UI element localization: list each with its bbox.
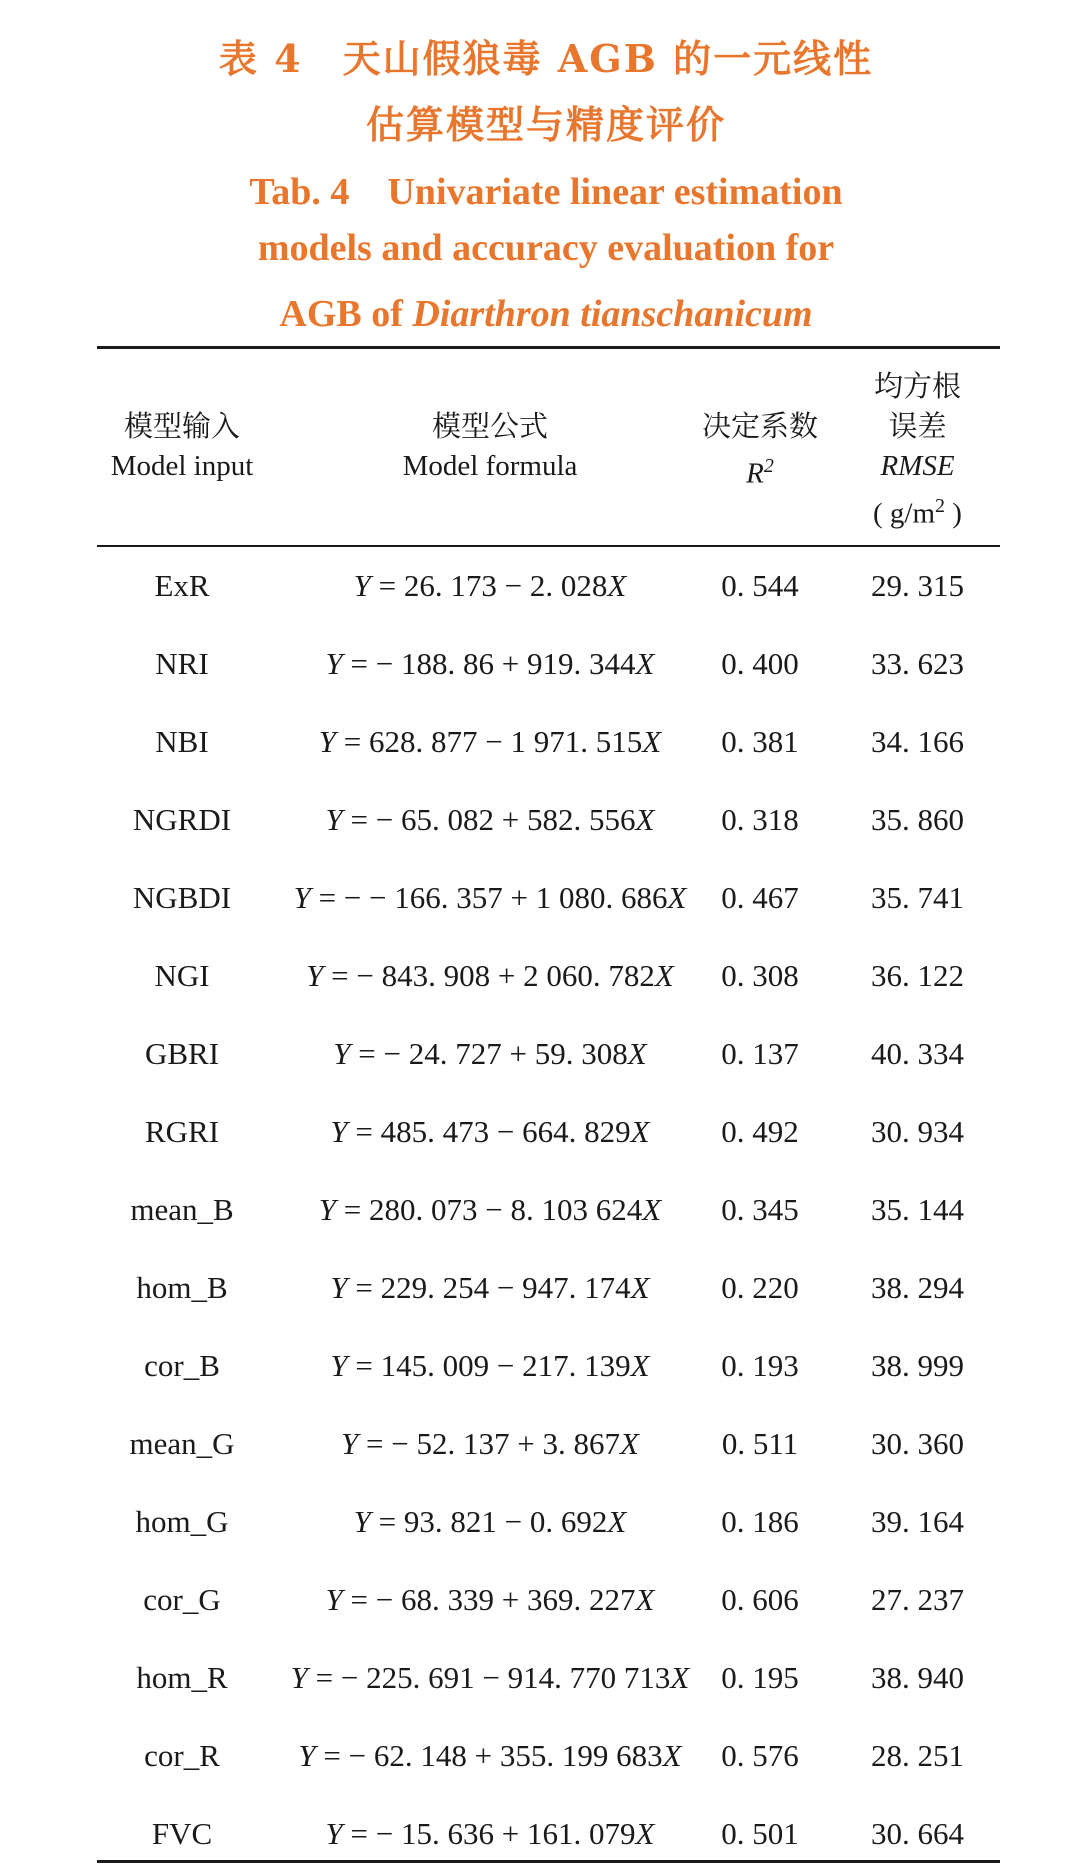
model-input-cell: cor_B: [144, 1348, 220, 1383]
header-model-formula: [245, 406, 735, 486]
caption-species-name: Diarthron tianschanicum: [412, 293, 813, 335]
model-input-cell: cor_G: [143, 1582, 221, 1617]
r2-cell: 0. 467: [721, 880, 799, 915]
header-rmse-cn-2: 误差: [888, 409, 947, 443]
r2-cell: 0. 606: [721, 1582, 799, 1617]
table-caption-en-line3: [0, 292, 1092, 336]
header-model-input-cn: 模型输入: [123, 409, 240, 443]
header-rmse: [835, 366, 1000, 534]
rmse-cell: 33. 623: [871, 646, 964, 681]
model-input-cell: NGI: [154, 958, 210, 993]
table-row: [97, 1249, 1000, 1327]
model-formula-cell: Y = − 15. 636 + 161. 079X: [325, 1816, 655, 1851]
table-top-rule: [97, 346, 1000, 349]
table-row: [97, 1639, 1000, 1717]
r2-cell: 0. 195: [721, 1660, 799, 1695]
model-formula-cell: Y = − 52. 137 + 3. 867X: [341, 1426, 639, 1461]
r2-cell: 0. 220: [721, 1270, 799, 1305]
model-formula-cell: Y = − 68. 339 + 369. 227X: [325, 1582, 655, 1617]
caption-prefix: AGB of: [279, 293, 413, 335]
r2-cell: 0. 137: [721, 1036, 799, 1071]
table-row: [97, 1171, 1000, 1249]
model-input-cell: RGRI: [144, 1114, 220, 1149]
model-input-cell: hom_B: [136, 1270, 228, 1305]
rmse-cell: 35. 860: [871, 802, 964, 837]
table-row: [97, 1405, 1000, 1483]
table-caption-cn-line1: 表 4 天山假狼毒 AGB 的一元线性: [218, 36, 874, 81]
rmse-cell: 35. 741: [871, 880, 964, 915]
header-r2-superscript: 2: [763, 455, 774, 477]
table-row: [97, 1483, 1000, 1561]
header-r2-cn: 决定系数: [701, 409, 818, 443]
model-input-cell: GBRI: [144, 1036, 220, 1071]
r2-cell: 0. 492: [721, 1114, 799, 1149]
model-formula-cell: Y = 485. 473 − 664. 829X: [330, 1114, 650, 1149]
model-formula-cell: Y = 26. 173 − 2. 028X: [353, 568, 627, 603]
table-row: [97, 625, 1000, 703]
r2-cell: 0. 318: [721, 802, 799, 837]
r2-cell: 0. 576: [721, 1738, 799, 1773]
rmse-cell: 35. 144: [871, 1192, 964, 1227]
model-formula-cell: Y = 628. 877 − 1 971. 515X: [318, 724, 662, 759]
model-input-cell: NGBDI: [132, 880, 232, 915]
r2-cell: 0. 381: [721, 724, 799, 759]
table-row: [97, 1561, 1000, 1639]
table-caption-en-line1: Tab. 4 Univariate linear estimation: [249, 171, 843, 213]
r2-cell: 0. 501: [721, 1816, 799, 1851]
table-caption-en-line2: models and accuracy evaluation for: [257, 227, 835, 269]
table-row: [97, 547, 1000, 625]
model-input-cell: FVC: [151, 1816, 213, 1851]
model-input-cell: NRI: [155, 646, 209, 681]
header-model-input: [97, 406, 267, 486]
table-row: [97, 703, 1000, 781]
model-input-cell: NBI: [155, 724, 209, 759]
model-input-cell: mean_B: [130, 1192, 234, 1227]
header-rmse-cn-1: 均方根: [873, 369, 961, 403]
table-row: [97, 1327, 1000, 1405]
model-formula-cell: Y = 280. 073 − 8. 103 624X: [318, 1192, 662, 1227]
r2-cell: 0. 193: [721, 1348, 799, 1383]
table-row: [97, 937, 1000, 1015]
table-caption-cn-line2: 估算模型与精度评价: [365, 102, 726, 147]
header-r2: [665, 406, 855, 494]
model-input-cell: cor_R: [144, 1738, 220, 1773]
rmse-cell: 34. 166: [871, 724, 964, 759]
model-input-cell: NGRDI: [132, 802, 232, 837]
model-input-cell: hom_G: [135, 1504, 229, 1539]
r2-cell: 0. 544: [721, 568, 799, 603]
rmse-cell: 27. 237: [871, 1582, 964, 1617]
model-formula-cell: Y = − 843. 908 + 2 060. 782X: [306, 958, 674, 993]
header-rmse-en: RMSE: [880, 450, 955, 482]
table-row: [97, 781, 1000, 859]
model-formula-cell: Y = − 225. 691 − 914. 770 713X: [290, 1660, 690, 1695]
r2-cell: 0. 186: [721, 1504, 799, 1539]
rmse-cell: 30. 934: [871, 1114, 964, 1149]
header-model-formula-cn: 模型公式: [431, 409, 548, 443]
rmse-cell: 29. 315: [871, 568, 964, 603]
rmse-cell: 36. 122: [871, 958, 964, 993]
table-row: [97, 1717, 1000, 1795]
rmse-cell: 28. 251: [871, 1738, 964, 1773]
rmse-cell: 30. 360: [871, 1426, 964, 1461]
header-model-input-en: Model input: [110, 450, 254, 482]
model-formula-cell: Y = 145. 009 − 217. 139X: [330, 1348, 650, 1383]
model-input-cell: mean_G: [129, 1426, 235, 1461]
model-formula-cell: Y = − 24. 727 + 59. 308X: [333, 1036, 647, 1071]
model-formula-cell: Y = − − 166. 357 + 1 080. 686X: [293, 880, 687, 915]
r2-cell: 0. 511: [721, 1426, 799, 1461]
header-rmse-unit: ( $g/m^2$ ): [873, 495, 962, 530]
model-input-cell: hom_R: [136, 1660, 228, 1695]
model-input-cell: ExR: [154, 568, 210, 603]
header-model-formula-en: Model formula: [402, 450, 578, 482]
table-bottom-rule: [97, 1860, 1000, 1863]
model-formula-cell: Y = 93. 821 − 0. 692X: [353, 1504, 627, 1539]
rmse-cell: 40. 334: [871, 1036, 964, 1071]
model-formula-cell: Y = 229. 254 − 947. 174X: [330, 1270, 650, 1305]
r2-cell: 0. 308: [721, 958, 799, 993]
rmse-cell: 38. 999: [871, 1348, 964, 1383]
table-row: [97, 859, 1000, 937]
r2-cell: 0. 400: [721, 646, 799, 681]
header-r2-symbol: $R^2$: [746, 455, 774, 490]
rmse-cell: 38. 940: [871, 1660, 964, 1695]
rmse-cell: 38. 294: [871, 1270, 964, 1305]
rmse-cell: 30. 664: [871, 1816, 964, 1851]
model-formula-cell: Y = − 62. 148 + 355. 199 683X: [298, 1738, 682, 1773]
model-formula-cell: Y = − 188. 86 + 919. 344X: [325, 646, 655, 681]
table-row: [97, 1093, 1000, 1171]
r2-cell: 0. 345: [721, 1192, 799, 1227]
table-row: [97, 1015, 1000, 1093]
rmse-cell: 39. 164: [871, 1504, 964, 1539]
model-formula-cell: Y = − 65. 082 + 582. 556X: [325, 802, 655, 837]
